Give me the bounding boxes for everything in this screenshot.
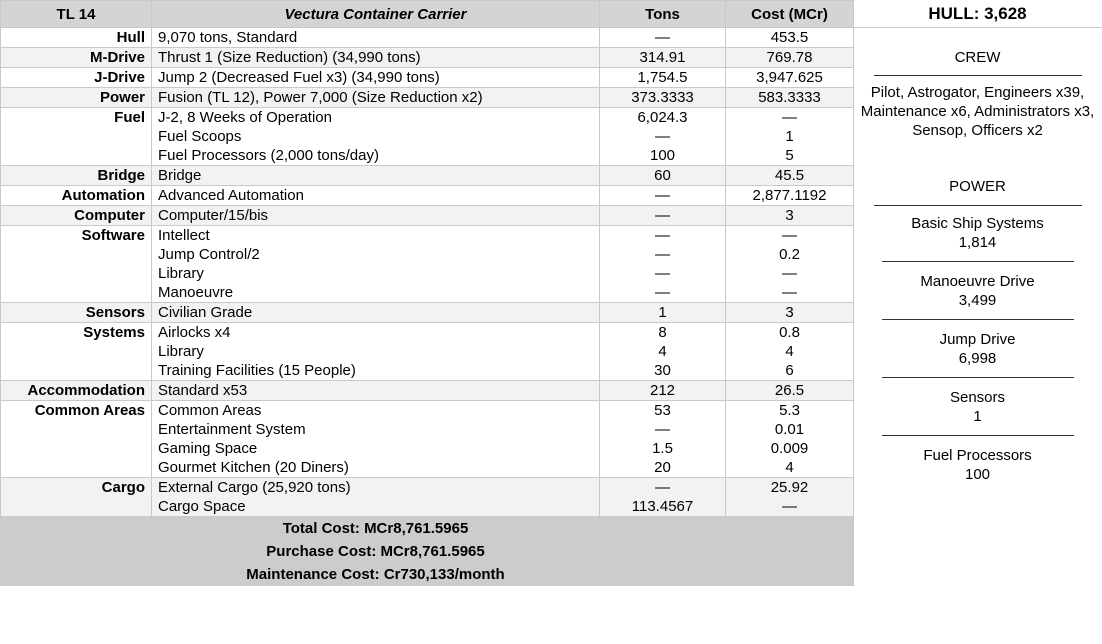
row-tons-value: 113.4567 [631, 498, 694, 515]
table-header-row [1, 1, 854, 28]
tl-header: TL 14 [1, 1, 152, 28]
row-tons-value: — [655, 29, 670, 46]
table-row [1, 186, 854, 206]
row-item: Jump Control/2 [158, 246, 260, 263]
row-cost-cell [726, 226, 854, 303]
row-tons-cell [600, 401, 726, 478]
power-item-label: Manoeuvre Drive [920, 273, 1035, 290]
row-item: Library [158, 265, 204, 282]
row-label: Computer [1, 206, 152, 226]
power-item-divider [882, 377, 1074, 378]
total-cost: Total Cost: MCr8,761.5965 [152, 517, 600, 540]
row-item: Gourmet Kitchen (20 Diners) [158, 459, 349, 476]
row-cost-cell [726, 88, 854, 108]
row-cost-value: 1 [785, 128, 794, 145]
table-row [1, 166, 854, 186]
row-cost-cell [726, 303, 854, 323]
power-item-label: Fuel Processors [923, 447, 1032, 464]
total-cost-spacer [1, 517, 152, 540]
purchase-cost-cost-empty [726, 540, 854, 563]
row-items-cell [152, 166, 600, 186]
row-cost-value: 453.5 [770, 29, 809, 46]
table-row [1, 68, 854, 88]
row-tons-value: 1 [658, 304, 667, 321]
maintenance-cost-spacer [1, 563, 152, 586]
row-tons-cell [600, 226, 726, 303]
row-tons-value: — [655, 207, 670, 224]
row-tons-cell [600, 323, 726, 381]
row-tons-value: — [655, 421, 670, 438]
row-item: Jump 2 (Decreased Fuel x3) (34,990 tons) [158, 69, 440, 86]
row-item: Entertainment System [158, 421, 306, 438]
row-cost-value: 0.009 [770, 440, 809, 457]
table-row [1, 28, 854, 48]
row-tons-value: 373.3333 [631, 89, 694, 106]
row-cost-value: 5 [785, 147, 794, 164]
table-row [1, 478, 854, 517]
maintenance-cost-row [1, 563, 854, 586]
row-tons-value: 60 [654, 167, 671, 184]
row-item: Common Areas [158, 402, 262, 419]
row-cost-value: 0.01 [774, 421, 805, 438]
row-cost-cell [726, 323, 854, 381]
row-label: Fuel [1, 108, 152, 166]
row-items-cell [152, 28, 600, 48]
table-row [1, 108, 854, 166]
row-cost-cell [726, 48, 854, 68]
row-cost-cell [726, 108, 854, 166]
row-cost-value: 6 [785, 362, 794, 379]
row-item: Thrust 1 (Size Reduction) (34,990 tons) [158, 49, 421, 66]
cost-header: Cost (MCr) [726, 1, 854, 28]
row-cost-cell [726, 381, 854, 401]
row-tons-cell [600, 186, 726, 206]
row-items-cell [152, 381, 600, 401]
row-cost-value: 45.5 [774, 167, 805, 184]
row-label: Systems [1, 323, 152, 381]
row-tons-cell [600, 108, 726, 166]
power-item-divider [882, 319, 1074, 320]
power-item-value: 3,499 [958, 292, 997, 309]
row-item: Airlocks x4 [158, 324, 231, 341]
row-tons-value: — [655, 246, 670, 263]
spec-rows [1, 28, 854, 517]
maintenance-cost-cost-empty [726, 563, 854, 586]
row-tons-value: 8 [658, 324, 667, 341]
row-item: Advanced Automation [158, 187, 304, 204]
row-item: Training Facilities (15 People) [158, 362, 356, 379]
power-item [853, 272, 1102, 310]
row-cost-value: 0.8 [779, 324, 800, 341]
row-tons-value: — [655, 479, 670, 496]
table-row [1, 303, 854, 323]
row-cost-value: 583.3333 [758, 89, 821, 106]
table-row [1, 323, 854, 381]
total-cost-cost-empty [726, 517, 854, 540]
row-cost-value: 0.2 [779, 246, 800, 263]
row-label: Automation [1, 186, 152, 206]
row-cost-value: — [782, 284, 797, 301]
row-tons-cell [600, 206, 726, 226]
row-item: Intellect [158, 227, 210, 244]
power-item-value: 100 [964, 466, 991, 483]
maintenance-cost-tons-empty [600, 563, 726, 586]
power-item-divider [882, 261, 1074, 262]
table-row [1, 48, 854, 68]
row-cost-value: 3,947.625 [756, 69, 823, 86]
power-item-label: Jump Drive [939, 331, 1016, 348]
power-list [853, 214, 1102, 484]
row-items-cell [152, 323, 600, 381]
row-item: External Cargo (25,920 tons) [158, 479, 351, 496]
summary-panel [853, 0, 1102, 644]
power-item-divider [882, 435, 1074, 436]
table-row [1, 381, 854, 401]
row-tons-cell [600, 48, 726, 68]
power-item [853, 330, 1102, 368]
row-cost-value: — [782, 265, 797, 282]
row-cost-value: 5.3 [779, 402, 800, 419]
power-item-label: Sensors [949, 389, 1006, 406]
row-tons-cell [600, 478, 726, 517]
row-cost-value: 3 [785, 207, 794, 224]
row-cost-value: — [782, 109, 797, 126]
row-item: 9,070 tons, Standard [158, 29, 298, 46]
row-item: Gaming Space [158, 440, 258, 457]
row-cost-cell [726, 206, 854, 226]
row-cost-value: 4 [785, 343, 794, 360]
row-cost-cell [726, 166, 854, 186]
purchase-cost: Purchase Cost: MCr8,761.5965 [152, 540, 600, 563]
table-row [1, 401, 854, 478]
row-cost-value: 4 [785, 459, 794, 476]
hull-summary: HULL: 3,628 [853, 0, 1102, 28]
row-cost-cell [726, 28, 854, 48]
row-items-cell [152, 186, 600, 206]
total-cost-tons-empty [600, 517, 726, 540]
row-cost-value: 2,877.1192 [752, 187, 827, 204]
maintenance-cost: Maintenance Cost: Cr730,133/month [152, 563, 600, 586]
row-tons-value: 4 [658, 343, 667, 360]
row-cost-value: 25.92 [770, 479, 809, 496]
row-label: Bridge [1, 166, 152, 186]
row-item: Computer/15/bis [158, 207, 269, 224]
row-items-cell [152, 88, 600, 108]
total-cost-row [1, 517, 854, 540]
row-tons-value: — [655, 187, 670, 204]
power-item [853, 446, 1102, 484]
table-row [1, 206, 854, 226]
row-label: Hull [1, 28, 152, 48]
row-cost-value: — [782, 227, 797, 244]
row-tons-cell [600, 28, 726, 48]
table-row [1, 226, 854, 303]
row-label: Cargo [1, 478, 152, 517]
row-item: J-2, 8 Weeks of Operation [158, 109, 332, 126]
row-tons-value: 314.91 [639, 49, 686, 66]
row-item: Manoeuvre [158, 284, 234, 301]
tons-header: Tons [600, 1, 726, 28]
ship-name-header: Vectura Container Carrier [152, 1, 600, 28]
row-tons-value: 20 [654, 459, 671, 476]
row-cost-value: 769.78 [766, 49, 813, 66]
row-cost-cell [726, 68, 854, 88]
row-label: Power [1, 88, 152, 108]
power-item [853, 214, 1102, 252]
row-item: Cargo Space [158, 498, 246, 515]
row-label: M-Drive [1, 48, 152, 68]
crew-divider [874, 75, 1082, 76]
row-cost-cell [726, 401, 854, 478]
table-row [1, 88, 854, 108]
power-item-label: Basic Ship Systems [911, 215, 1044, 232]
row-tons-value: 100 [649, 147, 676, 164]
purchase-cost-tons-empty [600, 540, 726, 563]
power-item-value: 1,814 [958, 234, 997, 251]
row-tons-cell [600, 68, 726, 88]
row-items-cell [152, 68, 600, 88]
row-tons-value: 1.5 [652, 440, 673, 457]
row-item: Fuel Processors (2,000 tons/day) [158, 147, 379, 164]
row-tons-value: — [655, 227, 670, 244]
row-tons-cell [600, 303, 726, 323]
power-divider [874, 205, 1082, 206]
row-tons-value: — [655, 265, 670, 282]
row-items-cell [152, 108, 600, 166]
row-cost-value: 26.5 [774, 382, 805, 399]
row-label: Common Areas [1, 401, 152, 478]
power-item-value: 1 [973, 408, 982, 425]
row-label: Accommodation [1, 381, 152, 401]
row-item: Standard x53 [158, 382, 248, 399]
row-item: Civilian Grade [158, 304, 253, 321]
row-cost-cell [726, 478, 854, 517]
row-cost-value: — [782, 498, 797, 515]
row-cost-value: 3 [785, 304, 794, 321]
row-item: Fusion (TL 12), Power 7,000 (Size Reduction x2) [158, 89, 483, 106]
row-tons-value: 212 [649, 382, 676, 399]
row-tons-value: 6,024.3 [637, 109, 688, 126]
power-item [853, 388, 1102, 426]
row-items-cell [152, 401, 600, 478]
purchase-cost-spacer [1, 540, 152, 563]
power-item-value: 6,998 [958, 350, 997, 367]
row-tons-value: 30 [654, 362, 671, 379]
row-label: Sensors [1, 303, 152, 323]
power-title: POWER [949, 178, 1006, 195]
row-tons-cell [600, 88, 726, 108]
row-items-cell [152, 478, 600, 517]
row-items-cell [152, 48, 600, 68]
row-item: Fuel Scoops [158, 128, 242, 145]
row-tons-cell [600, 381, 726, 401]
row-item: Bridge [158, 167, 202, 184]
row-tons-value: 1,754.5 [637, 69, 688, 86]
row-items-cell [152, 303, 600, 323]
row-tons-value: — [655, 128, 670, 145]
row-cost-cell [726, 186, 854, 206]
row-tons-cell [600, 166, 726, 186]
row-label: Software [1, 226, 152, 303]
row-items-cell [152, 226, 600, 303]
purchase-cost-row [1, 540, 854, 563]
row-tons-value: 53 [654, 402, 671, 419]
row-item: Library [158, 343, 204, 360]
row-items-cell [152, 206, 600, 226]
crew-list: Pilot, Astrogator, Engineers x39, Maintenance x6, Administrators x3, Sensop, Officers x2 [860, 84, 1095, 139]
row-label: J-Drive [1, 68, 152, 88]
row-tons-value: — [655, 284, 670, 301]
crew-title: CREW [954, 49, 1001, 66]
